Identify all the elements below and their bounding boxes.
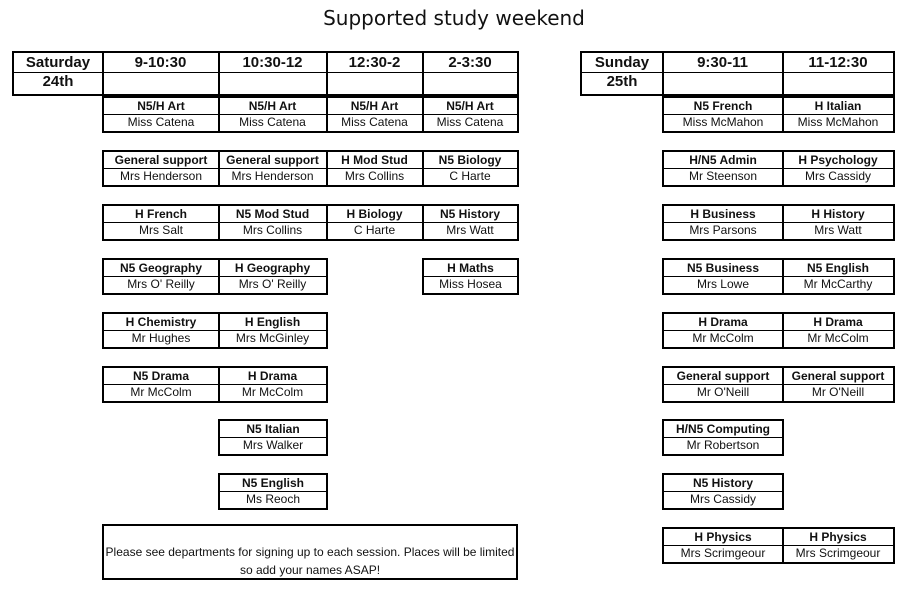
- session-subject: H Italian: [783, 96, 895, 115]
- session-subject: H Psychology: [783, 150, 895, 169]
- session-teacher: Mr McColm: [783, 330, 895, 349]
- signup-note: Please see departments for signing up to each session. Places will be limited so add your names ASAP!: [102, 524, 518, 580]
- session-teacher: Mr Robertson: [662, 437, 784, 456]
- session-teacher: Mrs Henderson: [102, 168, 220, 187]
- time-slot-blank: [327, 72, 424, 96]
- session-teacher: Mrs Henderson: [219, 168, 328, 187]
- time-slot-header: 11-12:30: [783, 51, 895, 73]
- session-teacher: Miss Catena: [327, 114, 424, 133]
- session-teacher: Miss McMahon: [783, 114, 895, 133]
- time-slot-blank: [219, 72, 328, 96]
- session-teacher: C Harte: [327, 222, 424, 241]
- session-teacher: Mrs Collins: [219, 222, 328, 241]
- session-teacher: Mr O'Neill: [662, 384, 784, 403]
- session-teacher: Mrs O' Reilly: [219, 276, 328, 295]
- session-teacher: Mrs Cassidy: [783, 168, 895, 187]
- time-slot-blank: [783, 72, 895, 96]
- session-subject: H French: [102, 204, 220, 223]
- session-subject: H English: [219, 312, 328, 331]
- session-subject: N5 History: [662, 473, 784, 492]
- session-teacher: Mrs Scrimgeour: [783, 545, 895, 564]
- session-subject: General support: [219, 150, 328, 169]
- session-subject: N5 Mod Stud: [219, 204, 328, 223]
- session-teacher: Mrs Parsons: [662, 222, 784, 241]
- session-subject: N5 Italian: [218, 419, 328, 438]
- session-teacher: Mrs Salt: [102, 222, 220, 241]
- time-slot-blank: [103, 72, 220, 96]
- session-teacher: Mrs Collins: [327, 168, 424, 187]
- session-teacher: Miss Hosea: [422, 276, 519, 295]
- session-teacher: Mr O'Neill: [783, 384, 895, 403]
- session-subject: H Chemistry: [102, 312, 220, 331]
- session-subject: H Physics: [783, 527, 895, 546]
- session-subject: H/N5 Computing: [662, 419, 784, 438]
- session-subject: H Physics: [662, 527, 784, 546]
- session-subject: H History: [783, 204, 895, 223]
- session-subject: N5 Geography: [102, 258, 220, 277]
- session-subject: N5 English: [218, 473, 328, 492]
- page-title: Supported study weekend: [323, 6, 585, 30]
- session-teacher: Mrs Watt: [783, 222, 895, 241]
- day-label: Sunday: [580, 51, 664, 73]
- session-teacher: Mr Hughes: [102, 330, 220, 349]
- session-subject: H Business: [662, 204, 784, 223]
- session-teacher: Mrs Lowe: [662, 276, 784, 295]
- session-teacher: Mrs Walker: [218, 437, 328, 456]
- session-teacher: Miss Catena: [219, 114, 328, 133]
- time-slot-blank: [423, 72, 519, 96]
- session-subject: H Maths: [422, 258, 519, 277]
- session-teacher: Miss Catena: [423, 114, 519, 133]
- time-slot-header: 9-10:30: [103, 51, 220, 73]
- session-teacher: Mr McColm: [662, 330, 784, 349]
- session-teacher: Mr McCarthy: [783, 276, 895, 295]
- session-subject: N5 Business: [662, 258, 784, 277]
- session-subject: General support: [662, 366, 784, 385]
- session-teacher: Miss Catena: [102, 114, 220, 133]
- session-teacher: Mr McColm: [102, 384, 220, 403]
- session-teacher: Mr McColm: [219, 384, 328, 403]
- session-subject: H Biology: [327, 204, 424, 223]
- time-slot-header: 10:30-12: [219, 51, 328, 73]
- session-subject: N5/H Art: [102, 96, 220, 115]
- session-subject: N5 Drama: [102, 366, 220, 385]
- time-slot-blank: [663, 72, 784, 96]
- date-label: 24th: [12, 72, 104, 96]
- session-teacher: C Harte: [423, 168, 519, 187]
- day-label: Saturday: [12, 51, 104, 73]
- time-slot-header: 12:30-2: [327, 51, 424, 73]
- session-subject: N5 French: [662, 96, 784, 115]
- session-subject: H Mod Stud: [327, 150, 424, 169]
- session-teacher: Mrs Cassidy: [662, 491, 784, 510]
- session-subject: N5/H Art: [327, 96, 424, 115]
- session-teacher: Mrs McGinley: [219, 330, 328, 349]
- session-subject: H Drama: [219, 366, 328, 385]
- time-slot-header: 2-3:30: [423, 51, 519, 73]
- session-subject: N5/H Art: [219, 96, 328, 115]
- session-subject: General support: [102, 150, 220, 169]
- session-teacher: Miss McMahon: [662, 114, 784, 133]
- session-teacher: Ms Reoch: [218, 491, 328, 510]
- date-label: 25th: [580, 72, 664, 96]
- session-subject: H Drama: [662, 312, 784, 331]
- session-subject: N5/H Art: [423, 96, 519, 115]
- session-subject: N5 English: [783, 258, 895, 277]
- session-teacher: Mrs O' Reilly: [102, 276, 220, 295]
- session-subject: H/N5 Admin: [662, 150, 784, 169]
- session-subject: General support: [783, 366, 895, 385]
- session-subject: N5 History: [423, 204, 519, 223]
- session-teacher: Mrs Watt: [423, 222, 519, 241]
- session-teacher: Mrs Scrimgeour: [662, 545, 784, 564]
- session-subject: N5 Biology: [423, 150, 519, 169]
- session-teacher: Mr Steenson: [662, 168, 784, 187]
- session-subject: H Geography: [219, 258, 328, 277]
- session-subject: H Drama: [783, 312, 895, 331]
- time-slot-header: 9:30-11: [663, 51, 784, 73]
